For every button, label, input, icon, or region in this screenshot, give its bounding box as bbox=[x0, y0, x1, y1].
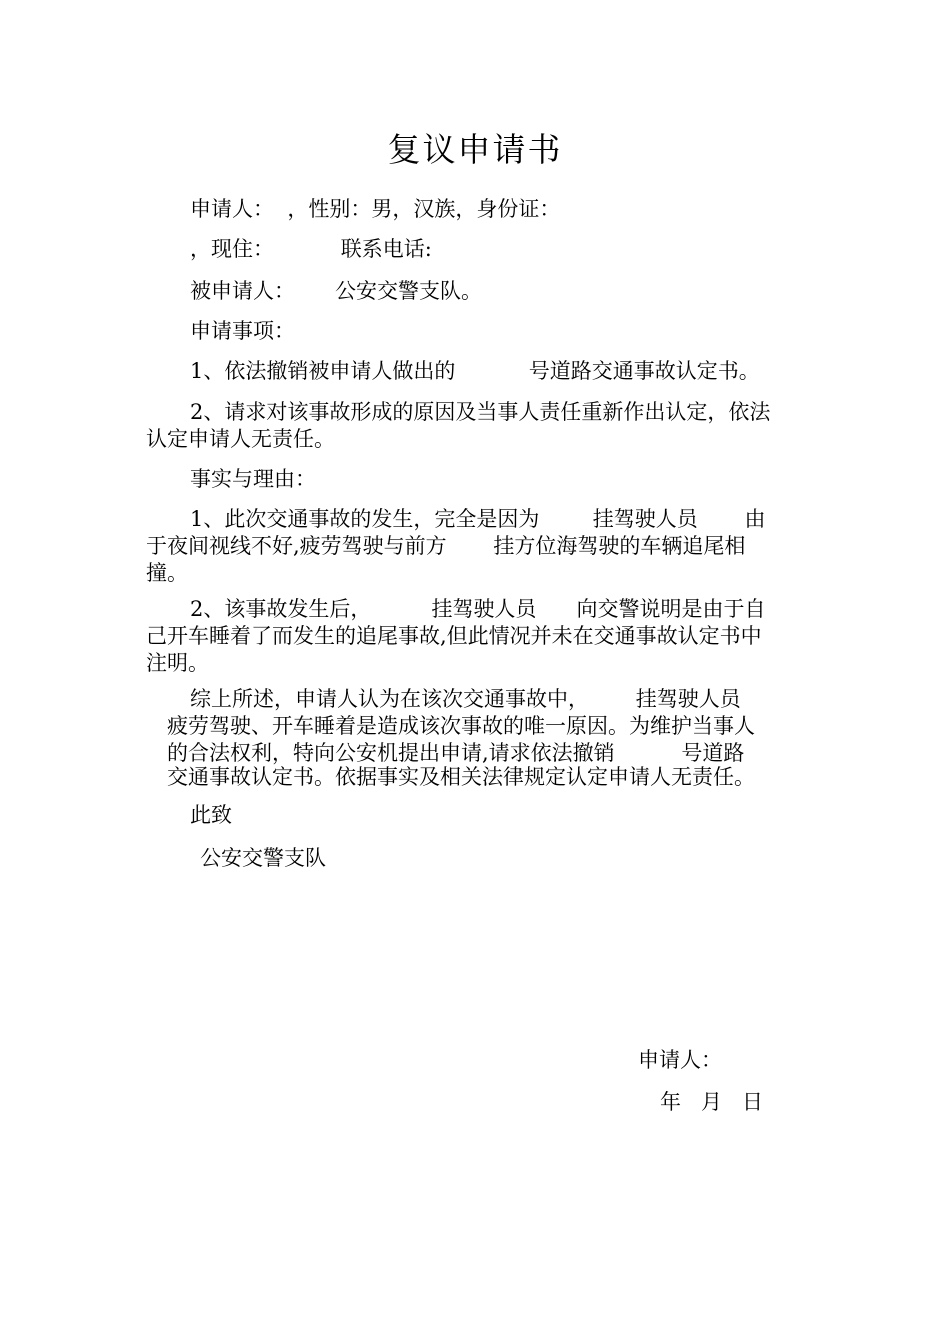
date-line: 年 月 日 bbox=[660, 1090, 764, 1114]
request-item-2-line-1: 2、请求对该事故形成的原因及当事人责任重新作出认定，依法 bbox=[190, 400, 771, 424]
address-line: ，现住： 联系电话: bbox=[190, 237, 432, 261]
summary-line-1: 综上所述，申请人认为在该次交通事故中， 挂驾驶人员 bbox=[190, 687, 741, 711]
fact-1-line-3: 撞。 bbox=[146, 561, 188, 585]
summary-line-2: 疲劳驾驶、开车睡着是造成该次事故的唯一原因。为维护当事人 bbox=[167, 714, 755, 738]
document-title: 复议申请书 bbox=[387, 130, 563, 169]
request-item-2-line-2: 认定申请人无责任。 bbox=[146, 427, 335, 451]
recipient: 公安交警支队 bbox=[200, 846, 326, 870]
signature-label: 申请人： bbox=[638, 1048, 722, 1072]
applicant-line: 申请人： ，性别：男，汉族，身份证： bbox=[190, 197, 561, 221]
fact-2-line-2: 己开车睡着了而发生的追尾事故,但此情况并未在交通事故认定书中 bbox=[146, 624, 762, 648]
fact-1-line-1: 1、此次交通事故的发生，完全是因为 挂驾驶人员 由 bbox=[190, 507, 766, 531]
salutation: 此致 bbox=[190, 803, 232, 827]
request-item-1: 1、依法撤销被申请人做出的 号道路交通事故认定书。 bbox=[190, 359, 760, 383]
summary-line-4: 交通事故认定书。依据事实及相关法律规定认定申请人无责任。 bbox=[167, 765, 755, 789]
request-heading: 申请事项： bbox=[190, 319, 295, 343]
summary-line-3: 的合法权利，特向公安机提出申请,请求依法撤销 号道路 bbox=[167, 741, 745, 765]
facts-heading: 事实与理由： bbox=[190, 467, 316, 491]
fact-2-line-3: 注明。 bbox=[146, 651, 209, 675]
respondent-line: 被申请人： 公安交警支队。 bbox=[190, 279, 483, 303]
fact-1-line-2: 于夜间视线不好,疲劳驾驶与前方 挂方位海驾驶的车辆追尾相 bbox=[146, 534, 746, 558]
fact-2-line-1: 2、该事故发生后， 挂驾驶人员 向交警说明是由于自 bbox=[190, 597, 766, 621]
